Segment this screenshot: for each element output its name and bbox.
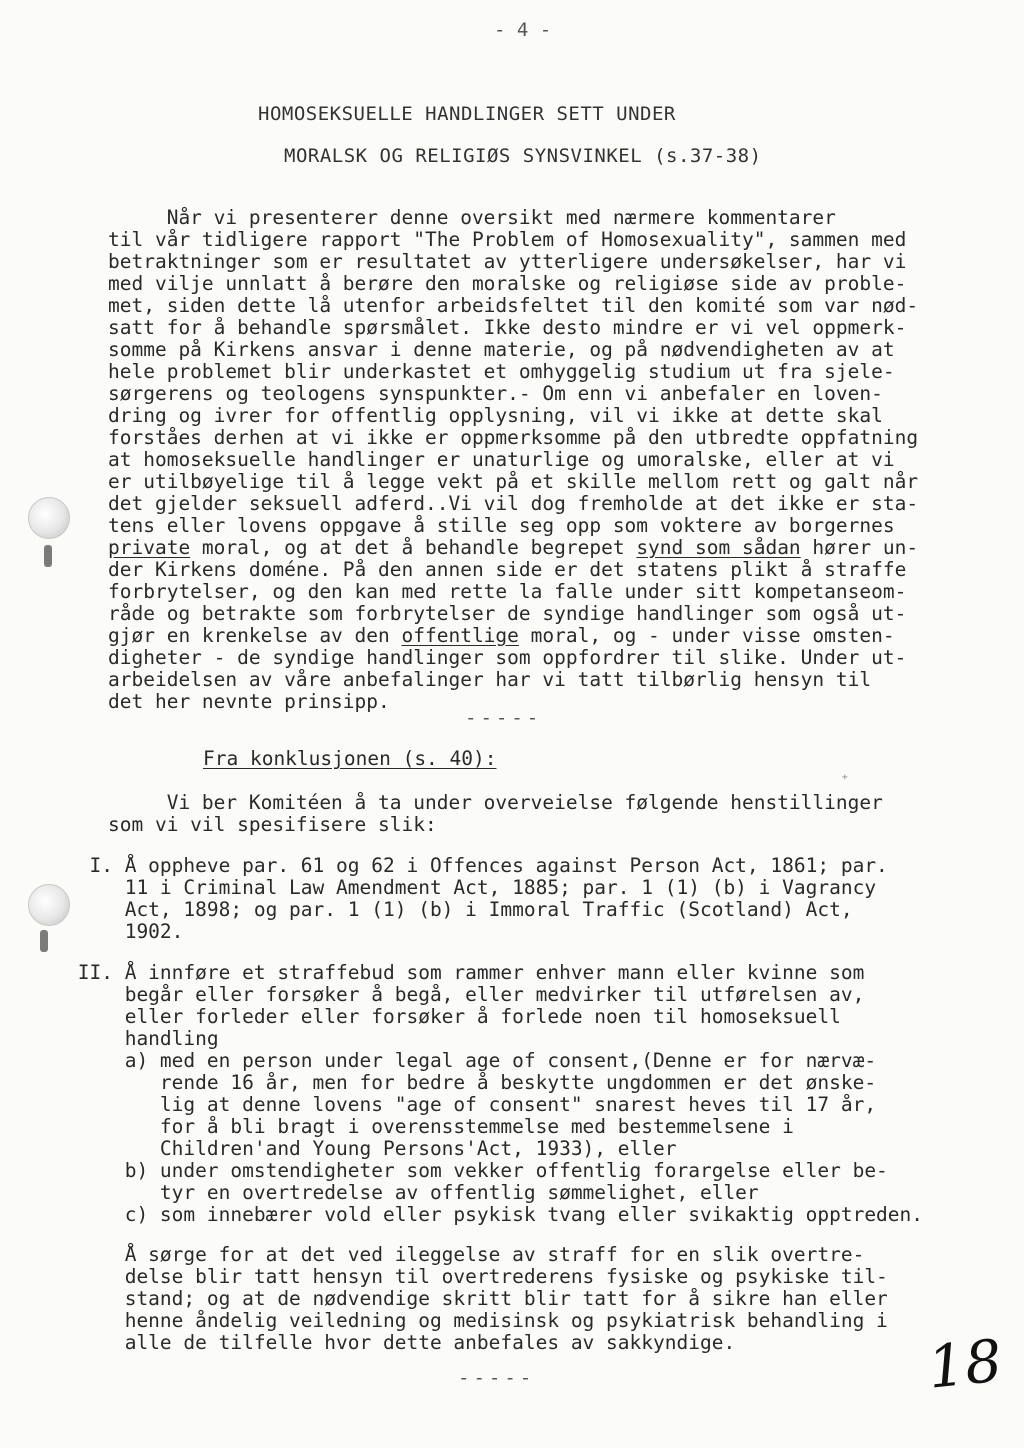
text-line: for å bli bragt i overensstemmelse med bestemmelsene i [66, 1115, 794, 1138]
text-line: eller forleder eller forsøker å forlede noen til homoseksuell [66, 1005, 841, 1028]
handwritten-page-number: 18 [924, 1326, 1006, 1402]
text-line: stand; og at de nødvendige skritt blir tatt for å sikre han eller [66, 1287, 888, 1310]
text-line: er utilbøyelige til å legge vekt på et skille mellom rett og galt når [108, 470, 919, 493]
text-line: arbeidelsen av våre anbefalinger har vi tatt tilbørlig hensyn til [108, 668, 872, 691]
text-span: hører un- [800, 536, 919, 559]
text-line: delse blir tatt hensyn til overtrederens fysiske og psykiske til- [66, 1265, 888, 1288]
text-line: lig at denne lovens "age of consent" snarest heves til 17 år, [66, 1093, 877, 1116]
text-line: det her nevnte prinsipp. [108, 690, 390, 713]
text-line: handling [66, 1027, 219, 1050]
text-line [108, 625, 895, 646]
text-line: digheter - de syndige handlinger som oppfordrer til slike. Under ut- [108, 646, 907, 669]
text-line: som vi vil spesifisere slik: [108, 813, 437, 836]
text-line: Children'and Young Persons'Act, 1933), eller [66, 1137, 677, 1160]
page-number: - 4 - [494, 19, 552, 41]
text-line: at homoseksuelle handlinger er unaturlige og umoralske, eller at vi [108, 448, 895, 471]
text-line: begår eller forsøker å begå, eller medvirker til utførelsen av, [66, 983, 865, 1006]
text-line: tyr en overtredelse av offentlig sømmelighet, eller [66, 1181, 759, 1204]
underlined-word-offentlige: offentlige [401, 624, 519, 647]
text-line: 11 i Criminal Law Amendment Act, 1885; par. 1 (1) (b) i Vagrancy [66, 876, 877, 899]
text-line: rende 16 år, men for bedre å beskytte ungdommen er det ønske- [66, 1071, 877, 1094]
text-line [108, 537, 918, 558]
text-line: Vi ber Komitéen å ta under overveielse følgende henstillinger [108, 791, 883, 814]
text-line: Å sørge for at det ved ileggelse av straff for en slik overtre- [66, 1243, 865, 1266]
text-line: henne åndelig veiledning og medisinsk og psykiatrisk behandling i [66, 1309, 888, 1332]
text-line: satt for å behandle spørsmålet. Ikke desto mindre er vi vel oppmerk- [108, 316, 907, 339]
title-line-1: HOMOSEKSUELLE HANDLINGER SETT UNDER [258, 103, 676, 125]
text-line: råde og betrakte som forbrytelser de syndige handlinger som også ut- [108, 602, 907, 625]
text-line: somme på Kirkens ansvar i denne materie, og på nødvendigheten av at [108, 338, 895, 361]
punch-hole [28, 497, 70, 539]
text-line: met, siden dette lå utenfor arbeidsfeltet til den komité som var nød- [108, 294, 919, 317]
text-span: gjør en krenkelse av den [108, 624, 402, 647]
text-line: hele problemet blir underkastet et omhyggelig studium ut fra sjele- [108, 360, 895, 383]
text-line: med vilje unnlatt å berøre den moralske og religiøse side av proble- [108, 272, 907, 295]
text-line: betraktninger som er resultatet av ytterligere undersøkelser, har vi [108, 250, 907, 273]
text-span: moral, og - under visse omsten- [518, 624, 895, 647]
text-line: I. Å oppheve par. 61 og 62 i Offences against Person Act, 1861; par. [66, 854, 888, 877]
section-separator: ----- [465, 707, 543, 729]
text-line: forbrytelser, og den kan med rette la falle under sitt kompetanseom- [108, 580, 907, 603]
text-line: a) med en person under legal age of consent,(Denne er for nærvæ- [66, 1049, 877, 1072]
underlined-word-private: private [108, 536, 191, 559]
text-line: dring og ivrer for offentlig opplysning, vil vi ikke at dette skal [108, 404, 883, 427]
text-line: c) som innebærer vold eller psykisk tvang eller svikaktig opptreden. [66, 1203, 924, 1226]
text-line: til vår tidligere rapport "The Problem of Homosexuality", sammen med [108, 228, 907, 251]
conclusion-heading: Fra konklusjonen (s. 40): [203, 747, 497, 770]
text-span: moral, og at det å behandle begrepet [190, 536, 637, 559]
text-line: Act, 1898; og par. 1 (1) (b) i Immoral Traffic (Scotland) Act, [66, 898, 853, 921]
ink-smudge [44, 545, 52, 567]
section-separator-bottom: ----- [458, 1367, 536, 1389]
text-line: alle de tilfelle hvor dette anbefales av sakkyndige. [66, 1331, 736, 1354]
pencil-mark: ⁺ [840, 770, 850, 789]
text-line: 1902. [66, 920, 184, 943]
text-line: II. Å innføre et straffebud som rammer enhver mann eller kvinne som [66, 961, 865, 984]
text-line: der Kirkens doméne. På den annen side er det statens plikt å straffe [108, 558, 907, 581]
text-line: forståes derhen at vi ikke er oppmerksomme på den utbredte oppfatning [108, 426, 919, 449]
text-line: Når vi presenterer denne oversikt med nærmere kommentarer [108, 206, 836, 229]
underlined-phrase-synd: synd som sådan [636, 536, 801, 559]
ink-smudge [40, 930, 48, 952]
text-line: tens eller lovens oppgave å stille seg opp som voktere av borgernes [108, 514, 895, 537]
text-line: det gjelder seksuell adferd..Vi vil dog fremholde at det ikke er sta- [108, 492, 919, 515]
text-line: b) under omstendigheter som vekker offentlig forargelse eller be- [66, 1159, 888, 1182]
punch-hole [28, 884, 70, 926]
title-line-2: MORALSK OG RELIGIØS SYNSVINKEL (s.37-38) [284, 145, 762, 167]
text-line: sørgerens og teologens synspunkter.- Om enn vi anbefaler en loven- [108, 382, 883, 405]
